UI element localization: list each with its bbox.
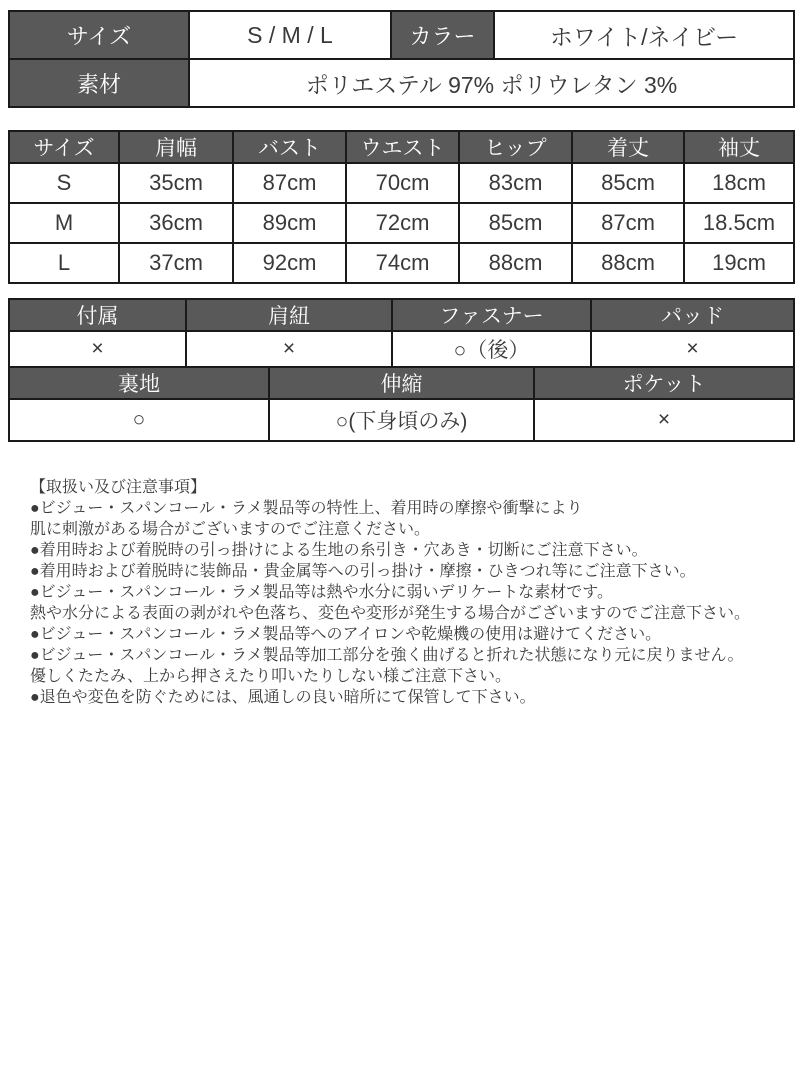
measure-cell: 87cm [233,163,346,203]
spec-size-value: S / M / L [189,11,391,59]
features-table-1 [8,298,795,368]
measure-cell: 18cm [684,163,794,203]
measure-cell: 70cm [346,163,459,203]
features-header-lining: 裏地 [9,367,269,399]
features2-header-row [9,367,794,399]
care-note-line: ●ビジュー・スパンコール・ラメ製品等へのアイロンや乾燥機の使用は避けてください。 [30,626,662,643]
measure-cell: 18.5cm [684,203,794,243]
measure-cell: 89cm [233,203,346,243]
care-note-line: 熱や水分による表面の剥がれや色落ち、変色や変形が発生する場合がございますのでご注意下さい。 [30,605,751,622]
feature-value-accessory: × [9,331,186,367]
spec-material-label: 素材 [9,59,189,107]
care-note-line: 肌に刺激がある場合がございますのでご注意ください。 [30,521,431,538]
care-note-line: ●ビジュー・スパンコール・ラメ製品等は熱や水分に弱いデリケートな素材です。 [30,584,613,601]
care-note-line: ●ビジュー・スパンコール・ラメ製品等加工部分を強く曲げると折れた状態になり元に戻りません。 [30,647,744,664]
spec-row-size-color [9,11,794,59]
features-header-fastener: ファスナー [392,299,591,331]
feature-value-pocket: × [534,399,794,441]
care-note-line: ●着用時および着脱時の引っ掛けによる生地の糸引き・穴あき・切断にご注意下さい。 [30,542,648,559]
size-chart-header-length: 着丈 [572,131,684,163]
spec-table [8,10,795,108]
features1-value-row [9,331,794,367]
care-note-line: ●ビジュー・スパンコール・ラメ製品等の特性上、着用時の摩擦や衝撃により [30,500,583,517]
size-chart-header-size: サイズ [9,131,119,163]
care-note-line: 優しくたたみ、上から押さえたり叩いたりしない様ご注意下さい。 [30,668,511,685]
features-header-stretch: 伸縮 [269,367,534,399]
feature-value-pad: × [591,331,794,367]
measure-cell: 88cm [572,243,684,283]
spec-material-value: ポリエステル 97% ポリウレタン 3% [189,59,794,107]
size-chart-header-waist: ウエスト [346,131,459,163]
size-chart-table [8,130,795,284]
size-chart-row-m [9,203,794,243]
feature-value-lining: ○ [9,399,269,441]
size-chart-header-bust: バスト [233,131,346,163]
features1-header-row [9,299,794,331]
spec-size-label: サイズ [9,11,189,59]
spec-color-value: ホワイト/ネイビー [494,11,794,59]
care-note-line: ●着用時および着脱時に装飾品・貴金属等への引っ掛け・摩擦・ひきつれ等にご注意下さい。 [30,563,696,580]
feature-value-stretch: ○(下身頃のみ) [269,399,534,441]
features-header-pocket: ポケット [534,367,794,399]
features-table-2 [8,366,795,442]
measure-cell: 74cm [346,243,459,283]
size-cell: L [9,243,119,283]
measure-cell: 36cm [119,203,233,243]
size-chart-header-row [9,131,794,163]
measure-cell: 19cm [684,243,794,283]
measure-cell: 85cm [572,163,684,203]
measure-cell: 88cm [459,243,572,283]
size-chart-header-sleeve: 袖丈 [684,131,794,163]
measure-cell: 37cm [119,243,233,283]
measure-cell: 85cm [459,203,572,243]
care-note-line: ●退色や変色を防ぐためには、風通しの良い暗所にて保管して下さい。 [30,689,536,706]
measure-cell: 92cm [233,243,346,283]
size-chart-row-l [9,243,794,283]
size-chart-row-s [9,163,794,203]
measure-cell: 35cm [119,163,233,203]
size-chart-header-shoulder: 肩幅 [119,131,233,163]
features-header-strap: 肩紐 [186,299,392,331]
size-chart-header-hip: ヒップ [459,131,572,163]
spec-row-material [9,59,794,107]
feature-value-fastener: ○（後） [392,331,591,367]
spec-color-label: カラー [391,11,494,59]
features-header-pad: パッド [591,299,794,331]
size-cell: S [9,163,119,203]
care-notes [30,477,780,708]
features2-value-row [9,399,794,441]
measure-cell: 72cm [346,203,459,243]
care-notes-title: 【取扱い及び注意事項】 [30,479,207,496]
size-cell: M [9,203,119,243]
features-header-accessory: 付属 [9,299,186,331]
measure-cell: 83cm [459,163,572,203]
measure-cell: 87cm [572,203,684,243]
feature-value-strap: × [186,331,392,367]
